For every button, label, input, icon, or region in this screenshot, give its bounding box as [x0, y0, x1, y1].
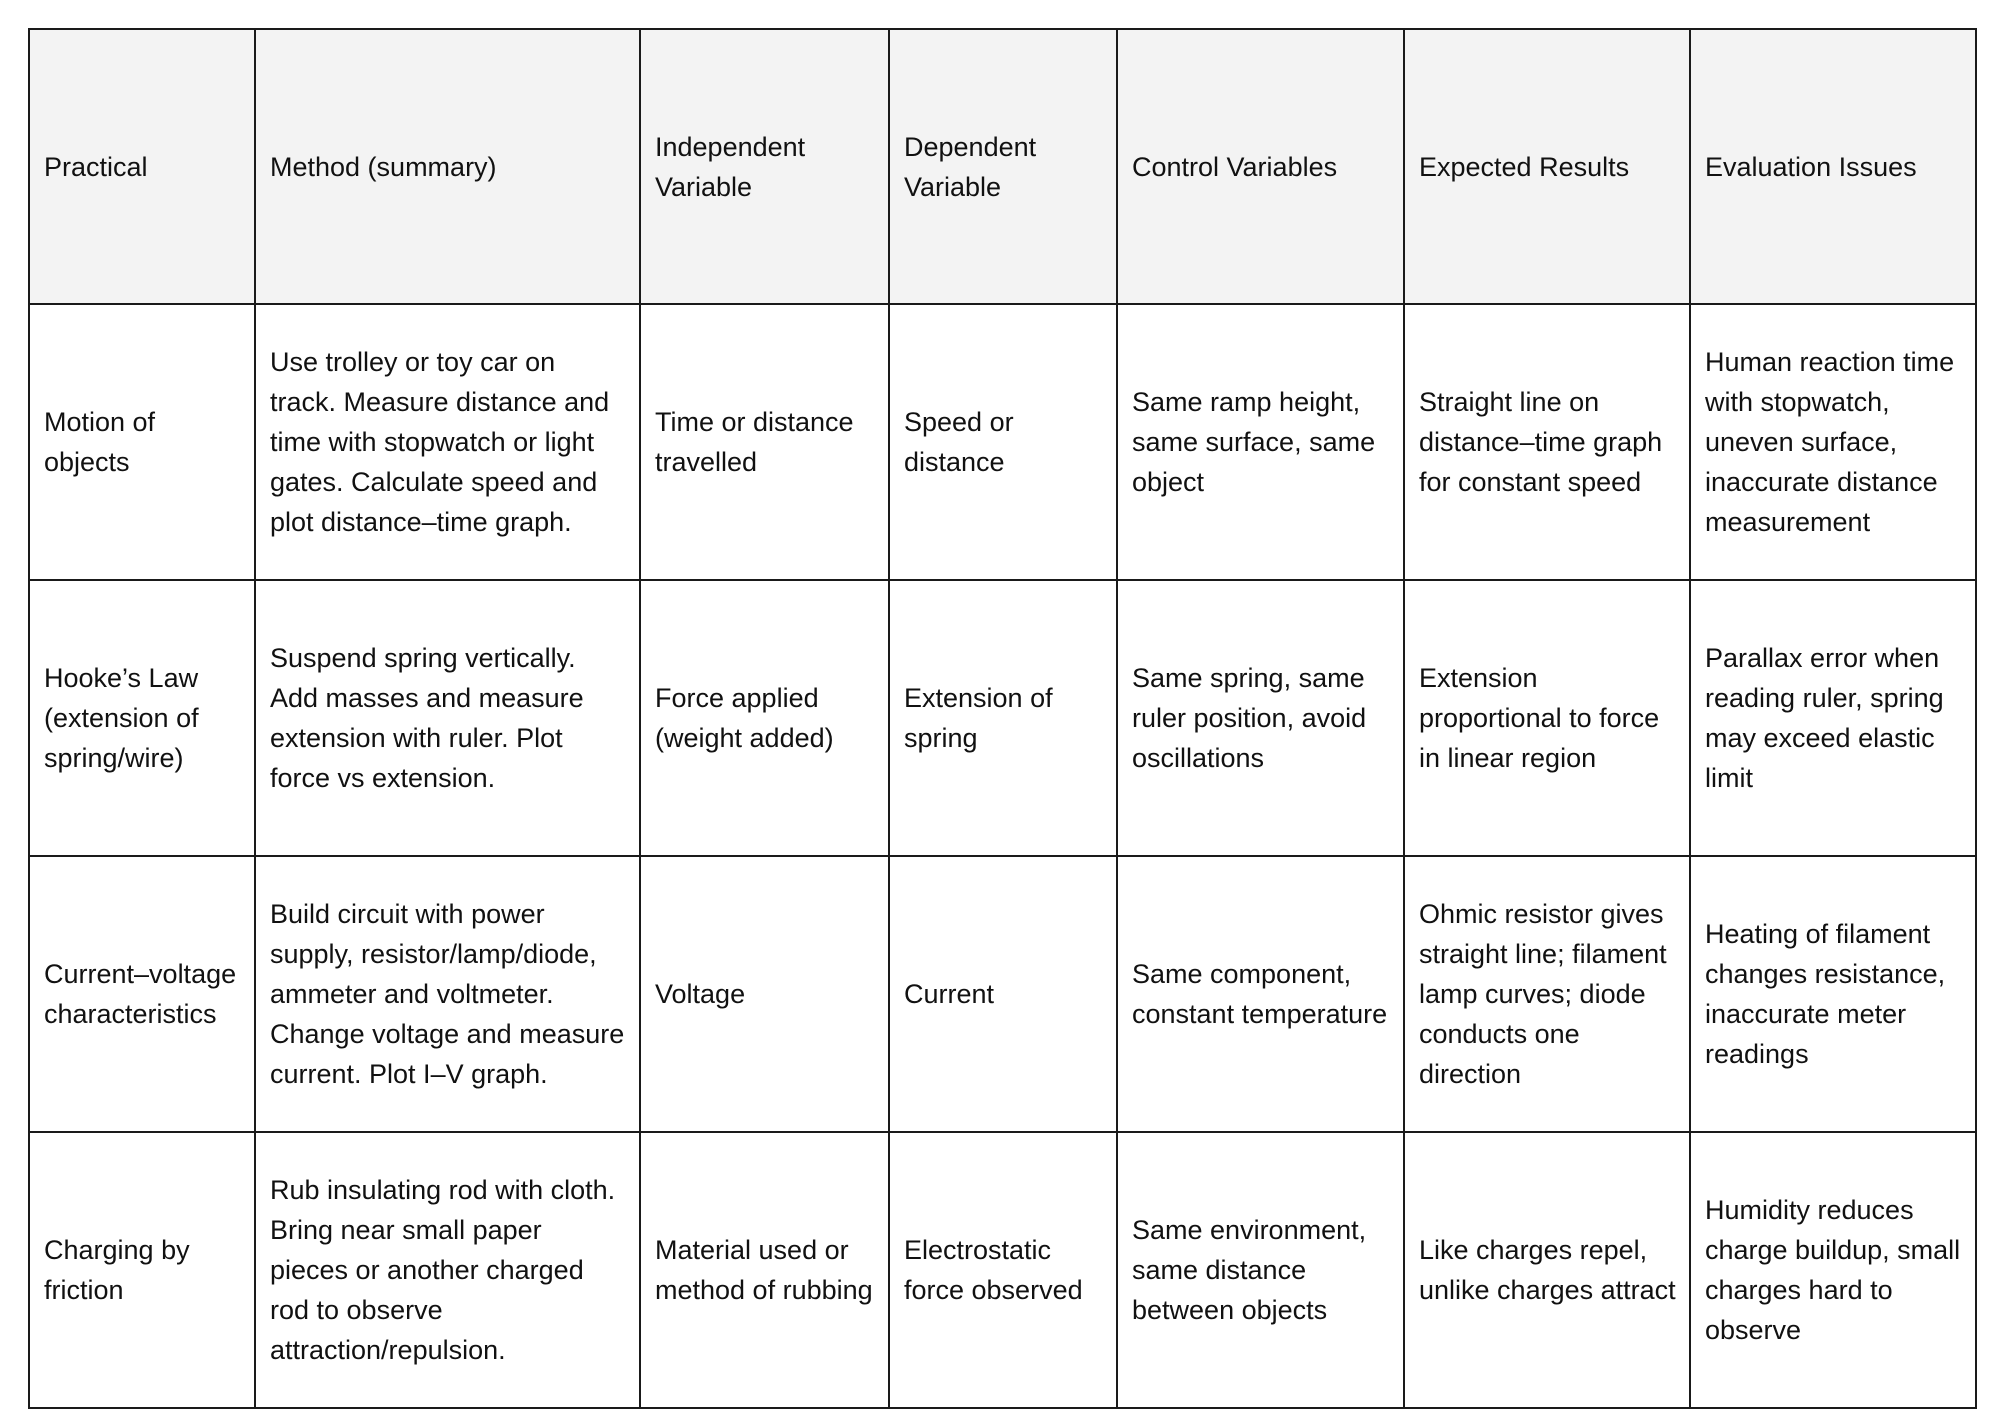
cell-evaluation-issues: Human reaction time with stopwatch, uneven surface, inaccurate distance measurement: [1690, 304, 1976, 580]
cell-method: Suspend spring vertically. Add masses and measure extension with ruler. Plot force vs extension.: [255, 580, 640, 856]
cell-expected-results: Ohmic resistor gives straight line; filament lamp curves; diode conducts one direction: [1404, 856, 1690, 1132]
cell-practical: Current–voltage characteristics: [29, 856, 255, 1132]
header-dependent-variable: Dependent Variable: [889, 29, 1117, 304]
practicals-table: [28, 28, 1977, 1409]
header-evaluation-issues: Evaluation Issues: [1690, 29, 1976, 304]
cell-dependent-variable: Speed or distance: [889, 304, 1117, 580]
cell-control-variables: Same environment, same distance between objects: [1117, 1132, 1404, 1408]
cell-method: Build circuit with power supply, resistor/lamp/diode, ammeter and voltmeter. Change voltage and measure current. Plot I–V graph.: [255, 856, 640, 1132]
header-expected-results: Expected Results: [1404, 29, 1690, 304]
cell-method: Use trolley or toy car on track. Measure distance and time with stopwatch or light gates. Calculate speed and plot distance–time graph.: [255, 304, 640, 580]
cell-independent-variable: Voltage: [640, 856, 889, 1132]
cell-dependent-variable: Extension of spring: [889, 580, 1117, 856]
cell-dependent-variable: Current: [889, 856, 1117, 1132]
cell-evaluation-issues: Parallax error when reading ruler, spring may exceed elastic limit: [1690, 580, 1976, 856]
cell-expected-results: Extension proportional to force in linear region: [1404, 580, 1690, 856]
cell-dependent-variable: Electrostatic force observed: [889, 1132, 1117, 1408]
cell-method: Rub insulating rod with cloth. Bring near small paper pieces or another charged rod to observe attraction/repulsion.: [255, 1132, 640, 1408]
table-header: [29, 29, 1976, 304]
cell-evaluation-issues: Humidity reduces charge buildup, small charges hard to observe: [1690, 1132, 1976, 1408]
table-body: [29, 304, 1976, 1408]
cell-practical: Hooke’s Law (extension of spring/wire): [29, 580, 255, 856]
cell-control-variables: Same ramp height, same surface, same object: [1117, 304, 1404, 580]
cell-control-variables: Same spring, same ruler position, avoid oscillations: [1117, 580, 1404, 856]
cell-independent-variable: Force applied (weight added): [640, 580, 889, 856]
header-practical: Practical: [29, 29, 255, 304]
cell-control-variables: Same component, constant temperature: [1117, 856, 1404, 1132]
cell-independent-variable: Material used or method of rubbing: [640, 1132, 889, 1408]
header-control-variables: Control Variables: [1117, 29, 1404, 304]
header-independent-variable: Independent Variable: [640, 29, 889, 304]
header-row: [29, 29, 1976, 304]
cell-expected-results: Straight line on distance–time graph for constant speed: [1404, 304, 1690, 580]
cell-independent-variable: Time or distance travelled: [640, 304, 889, 580]
header-method: Method (summary): [255, 29, 640, 304]
table-row: [29, 1132, 1976, 1408]
cell-expected-results: Like charges repel, unlike charges attract: [1404, 1132, 1690, 1408]
cell-practical: Motion of objects: [29, 304, 255, 580]
table-row: [29, 856, 1976, 1132]
table-row: [29, 304, 1976, 580]
cell-practical: Charging by friction: [29, 1132, 255, 1408]
table-row: [29, 580, 1976, 856]
cell-evaluation-issues: Heating of filament changes resistance, inaccurate meter readings: [1690, 856, 1976, 1132]
